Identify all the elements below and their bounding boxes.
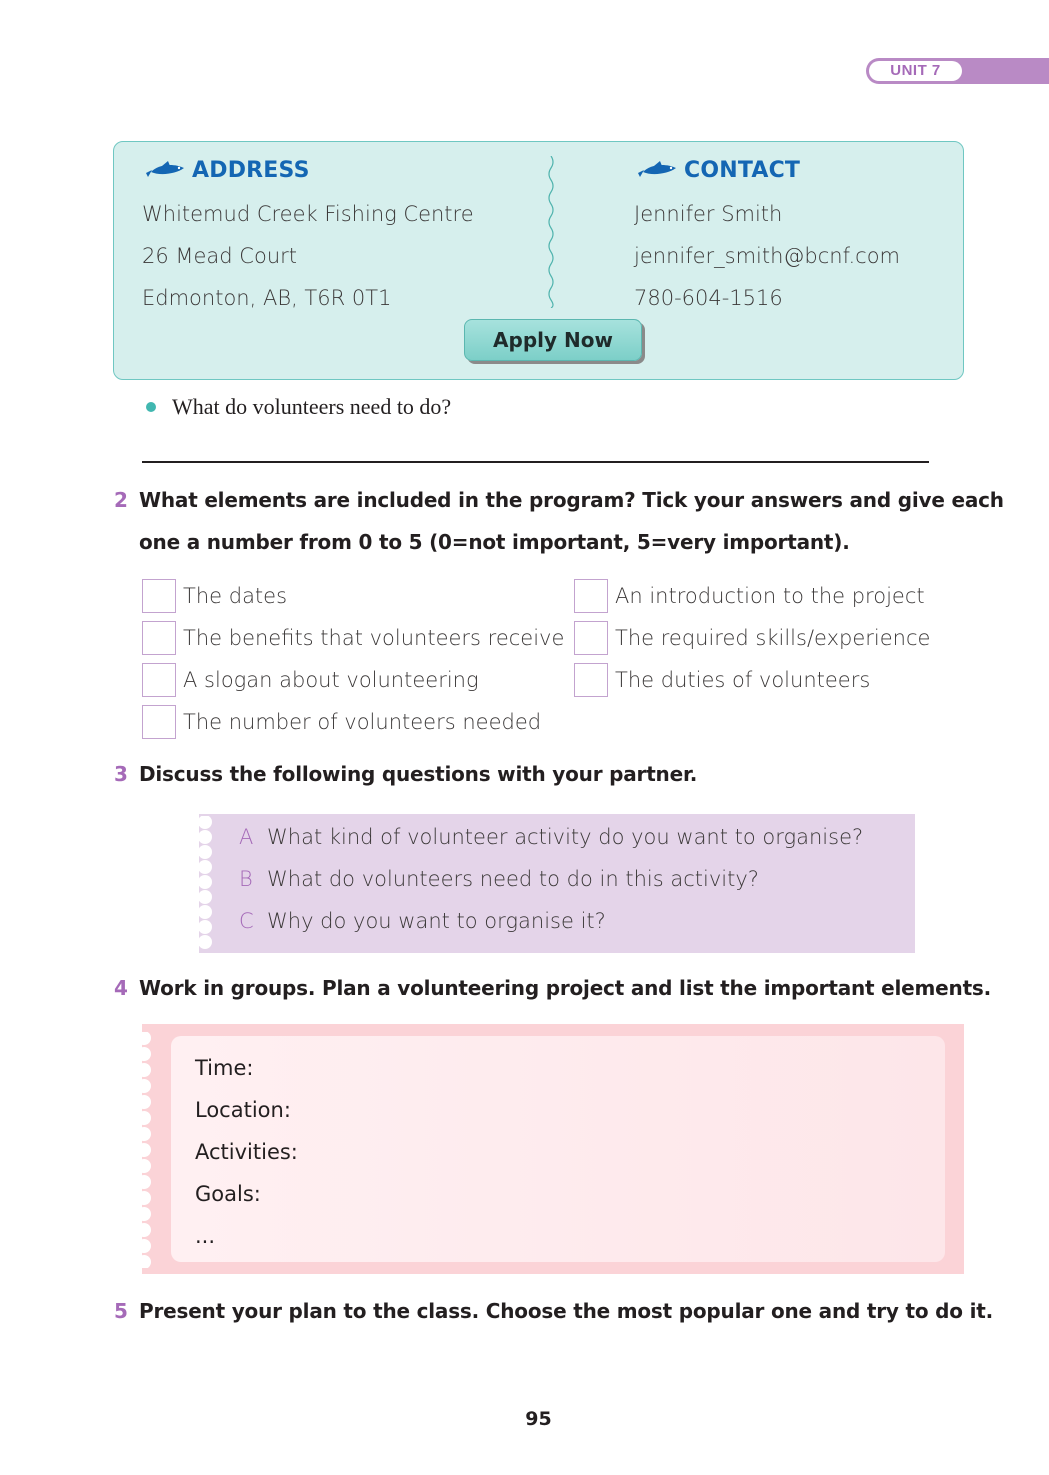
item-letter: C (239, 909, 254, 933)
checkbox[interactable] (142, 705, 176, 739)
question-5-text: Present your plan to the class. Choose the most popular one and try to do it. (139, 1299, 993, 1323)
unit-label: UNIT 7 (869, 61, 962, 81)
option-label: The benefits that volunteers receive (183, 626, 565, 650)
question-3-number: 3 (114, 762, 128, 786)
address-line-1: Whitemud Creek Fishing Centre (142, 202, 474, 226)
bullet-question-text: What do volunteers need to do? (172, 394, 452, 419)
plan-card (171, 1036, 945, 1262)
option-introduction (574, 579, 925, 613)
bullet-icon (146, 402, 156, 412)
option-label: An introduction to the project (615, 584, 925, 608)
option-duties (574, 663, 870, 697)
contact-phone: 780-604-1516 (634, 286, 783, 310)
item-letter: A (239, 825, 254, 849)
plan-location: Location: (195, 1098, 291, 1122)
address-heading-text: ADDRESS (192, 158, 310, 183)
option-slogan (142, 663, 479, 697)
info-card (113, 141, 964, 380)
option-dates (142, 579, 287, 613)
notebook-spiral (142, 1032, 156, 1268)
item-letter: B (239, 867, 253, 891)
item-text: What kind of volunteer activity do you want to organise? (267, 825, 864, 849)
plan-activities: Activities: (195, 1140, 298, 1164)
plan-goals: Goals: (195, 1182, 261, 1206)
item-text: Why do you want to organise it? (267, 909, 606, 933)
checkbox[interactable] (142, 663, 176, 697)
option-required-skills (574, 621, 930, 655)
fish-icon (142, 160, 186, 182)
checkbox[interactable] (574, 621, 608, 655)
contact-heading-text: CONTACT (684, 158, 801, 183)
checkbox[interactable] (142, 621, 176, 655)
discussion-item-b (239, 867, 759, 891)
answer-line[interactable] (142, 461, 929, 463)
question-2-number: 2 (114, 488, 128, 512)
question-5-number: 5 (114, 1299, 128, 1323)
address-heading (142, 158, 310, 183)
apply-now-button[interactable]: Apply Now (464, 319, 642, 361)
checkbox[interactable] (142, 579, 176, 613)
notebook-spiral (199, 816, 221, 952)
question-2-line-1: What elements are included in the program? Tick your answers and give each (139, 488, 1004, 512)
address-line-2: 26 Mead Court (142, 244, 297, 268)
bullet-question (146, 394, 451, 420)
question-3-text: Discuss the following questions with your partner. (139, 762, 698, 786)
plan-panel (142, 1024, 964, 1274)
question-2-line-2: one a number from 0 to 5 (0=not important, 5=very important). (139, 530, 850, 554)
plan-time: Time: (195, 1056, 254, 1080)
option-volunteers-needed (142, 705, 541, 739)
contact-email[interactable]: jennifer_smith@bcnf.com (634, 244, 901, 268)
item-text: What do volunteers need to do in this activity? (267, 867, 759, 891)
option-label: The required skills/experience (615, 626, 931, 650)
option-label: The duties of volunteers (615, 668, 871, 692)
plan-ellipsis: ... (195, 1224, 216, 1248)
discussion-item-a (239, 825, 863, 849)
fish-icon (634, 160, 678, 182)
option-benefits (142, 621, 564, 655)
wavy-divider (545, 156, 557, 308)
option-label: A slogan about volunteering (183, 668, 479, 692)
page-number: 95 (525, 1408, 552, 1430)
question-4-number: 4 (114, 976, 128, 1000)
address-line-3: Edmonton, AB, T6R 0T1 (142, 286, 392, 310)
discussion-panel (199, 814, 915, 953)
option-label: The number of volunteers needed (183, 710, 542, 734)
discussion-item-c (239, 909, 606, 933)
checkbox[interactable] (574, 579, 608, 613)
contact-heading (634, 158, 800, 183)
checkbox[interactable] (574, 663, 608, 697)
contact-name: Jennifer Smith (634, 202, 783, 226)
option-label: The dates (183, 584, 288, 608)
question-4-text: Work in groups. Plan a volunteering project and list the important elements. (139, 976, 992, 1000)
